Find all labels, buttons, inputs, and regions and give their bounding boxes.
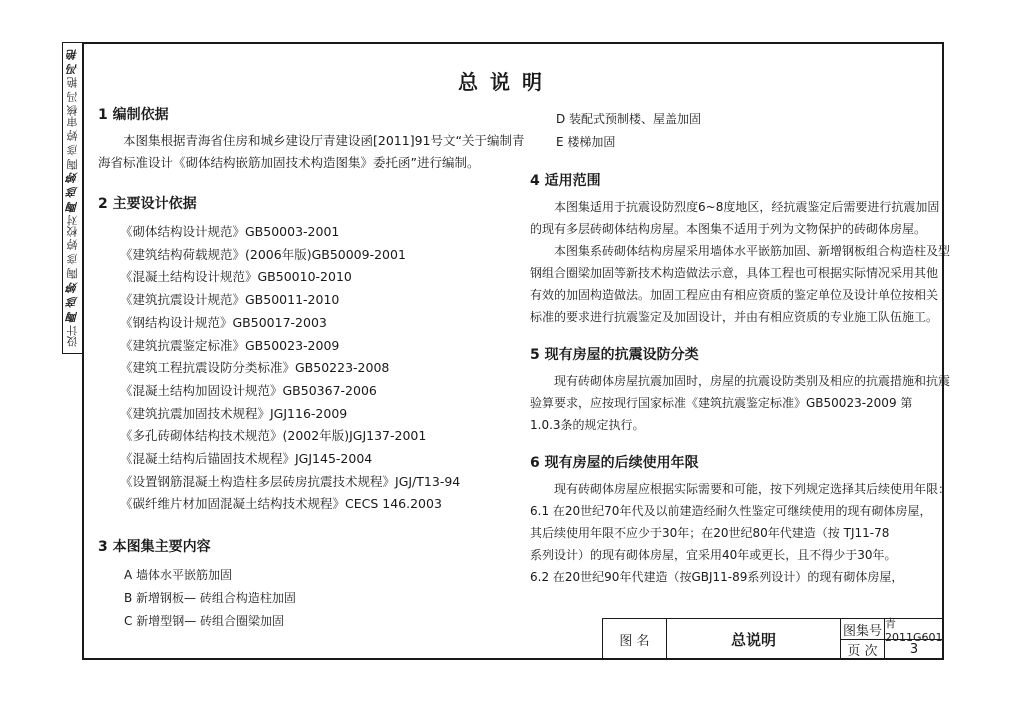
section-4-line: 标准的要求进行抗震鉴定及加固设计，并由有相应资质的专业施工队伍施工。	[530, 310, 939, 324]
side-label-review: 审核	[66, 105, 79, 128]
section-6-line: 现有砖砌体房屋应根据实际需要和可能，按下列规定选择其后续使用年限：	[554, 482, 951, 496]
list-item: 《建筑工程抗震设防分类标准》GB50223-2008	[120, 360, 390, 376]
side-name-design: 陶 彦 婷	[66, 239, 79, 280]
section-6-heading: 6 现有房屋的后续使用年限	[530, 455, 699, 471]
list-item: 《多孔砖砌体结构技术规范》(2002年版)JGJ137-2001	[120, 428, 427, 444]
title-block-atlas-value: 青2011G601	[885, 616, 943, 644]
section-5-line: 现有砖砌体房屋抗震加固时，房屋的抗震设防类别及相应的抗震措施和抗震	[554, 374, 951, 388]
list-item: 《碳纤维片材加固混凝土结构技术规程》CECS 146.2003	[120, 496, 442, 512]
section-1-line: 本图集根据青海省住房和城乡建设厅青建设函[2011]91号文“关于编制青	[123, 133, 525, 148]
list-item: A 墙体水平嵌筋加固	[124, 568, 233, 583]
section-6-line: 系列设计）的现有砌体房屋，宜采用40年或更长，且不得少于30年。	[530, 548, 897, 562]
title-block-name-label: 图 名	[603, 619, 667, 659]
list-item: 《混凝土结构后锚固技术规程》JGJ145-2004	[120, 451, 373, 467]
section-6-line: 6.2 在20世纪90年代建造（按GBJ11-89系列设计）的现有砌体房屋，	[530, 570, 904, 584]
list-item: 《设置钢筋混凝土构造柱多层砖房抗震技术规程》JGJ/T13-94	[120, 473, 461, 489]
section-4-heading: 4 适用范围	[530, 173, 601, 189]
section-4-line: 本图集适用于抗震设防烈度6~8度地区，经抗震鉴定后需要进行抗震加固	[554, 200, 940, 214]
list-item: 《混凝土结构设计规范》GB50010-2010	[120, 269, 352, 285]
list-item: 《建筑抗震加固技术规程》JGJ116-2009	[120, 405, 348, 421]
list-item: 《混凝土结构加固设计规范》GB50367-2006	[120, 382, 377, 398]
side-label-proofread: 校对	[66, 215, 79, 238]
section-4-line: 本图集系砖砌体结构房屋采用墙体水平嵌筋加固、新增钢板组合构造柱及型	[554, 244, 951, 258]
section-4-line: 钢组合圈梁加固等新技术构造做法示意，具体工程也可根据实际情况采用其他	[530, 266, 939, 280]
section-4-line: 有效的加固构造做法。加固工程应由有相应资质的鉴定单位及设计单位按相关	[530, 288, 939, 302]
list-item: B 新增钢板— 砖组合构造柱加固	[124, 591, 296, 606]
left-column	[98, 104, 525, 633]
section-5-line: 1.0.3条的规定执行。	[530, 418, 645, 432]
list-item: 《砌体结构设计规范》GB50003-2001	[120, 224, 340, 239]
section-3-heading: 3 本图集主要内容	[98, 539, 211, 556]
list-item: 《建筑结构荷载规范》(2006年版)GB50009-2001	[120, 246, 406, 262]
section-1-heading: 1 编制依据	[98, 107, 169, 123]
side-signature-review: 冯 艳	[66, 49, 79, 75]
title-block-atlas-label: 图集号	[841, 619, 885, 639]
title-block-page-label: 页 次	[841, 639, 885, 659]
section-2-heading: 2 主要设计依据	[98, 196, 197, 212]
section-6-line: 其后续使用年限不应少于30年；在20世纪80年代建造（按 TJ11-78	[530, 526, 890, 540]
section-4-body	[530, 196, 951, 328]
side-name-review: 冯 艳	[66, 77, 79, 103]
title-block	[602, 618, 944, 660]
contents-list	[98, 564, 518, 633]
list-item: 《建筑抗震设计规范》GB50011-2010	[120, 292, 340, 308]
section-5-heading: 5 现有房屋的抗震设防分类	[530, 347, 699, 363]
title-block-name-value: 总说明	[667, 619, 841, 659]
section-5-line: 验算要求，应按现行国家标准《建筑抗震鉴定标准》GB50023-2009 第	[530, 396, 913, 410]
list-item: 《建筑抗震鉴定标准》GB50023-2009	[120, 337, 340, 353]
standards-list	[98, 221, 518, 516]
list-item: D 装配式预制楼、屋盖加固	[556, 112, 702, 126]
right-column	[530, 108, 951, 588]
section-6-line: 6.1 在20世纪70年代及以前建造经耐久性鉴定可继续使用的现有砌体房屋，	[530, 504, 932, 518]
page-title: 总说明	[458, 70, 554, 94]
list-item: 《钢结构设计规范》GB50017-2003	[120, 314, 327, 330]
section-1-line: 海省标准设计《砌体结构嵌筋加固技术构造图集》委托函”进行编制。	[98, 155, 480, 170]
list-item: E 楼梯加固	[556, 135, 616, 149]
side-signature-design: 陶 彦 婷	[66, 281, 79, 323]
section-5-body	[530, 370, 951, 436]
contents-list-continued	[530, 108, 940, 154]
list-item: C 新增型钢— 砖组合圈梁加固	[124, 614, 285, 629]
side-signature-proofread: 陶 彦 婷	[66, 171, 79, 213]
section-4-line: 的现有多层砖砌体结构房屋。本图集不适用于列为文物保护的砖砌体房屋。	[530, 222, 927, 236]
title-block-page-value: 3	[909, 641, 919, 657]
side-name-proofread: 陶 彦 婷	[66, 129, 79, 170]
section-6-body	[530, 478, 951, 588]
side-label-design: 设计	[66, 324, 79, 347]
